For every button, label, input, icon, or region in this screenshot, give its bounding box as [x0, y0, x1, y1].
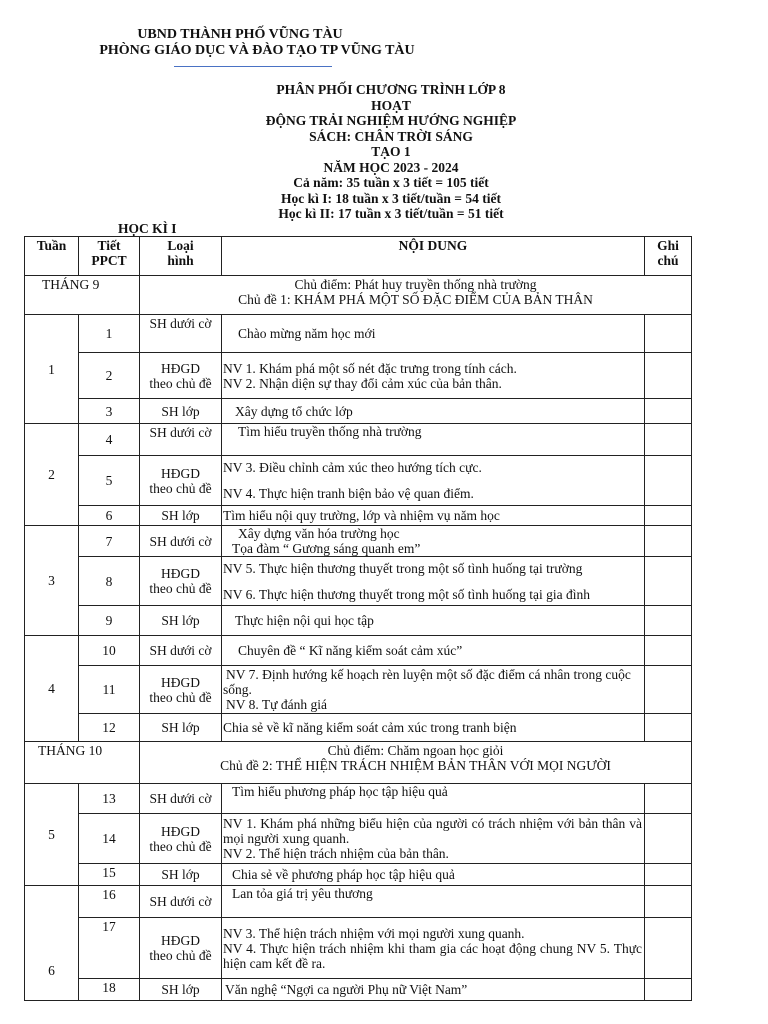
content-cell: Chuyên đề “ Kĩ năng kiểm soát cảm xúc”	[222, 636, 645, 666]
content-cell: Chào mừng năm học mới	[222, 315, 645, 353]
program-table	[24, 236, 692, 1001]
content-cell: NV 3. Thể hiện trách nhiệm với mọi người xung quanh. NV 4. Thực hiện trách nhiệm khi tham gia các hoạt động chung NV 5. Thực hiện cam kết đề ra.	[222, 918, 645, 979]
week-cell: 1	[25, 315, 79, 424]
content-cell: Tìm hiểu truyền thống nhà trường	[222, 424, 645, 456]
period-cell: 1	[79, 315, 140, 353]
period-cell: 2	[79, 353, 140, 399]
type-cell: HĐGD theo chủ đề	[140, 814, 222, 864]
content-cell: Chia sẻ về phương pháp học tập hiệu quả	[222, 864, 645, 886]
topic-text: Chủ đề 2: THỂ HIỆN TRÁCH NHIỆM BẢN THÂN VỚI MỌI NGƯỜI	[220, 758, 611, 773]
content-cell: NV 7. Định hướng kế hoạch rèn luyện một số đặc điểm cá nhân trong cuộc sống. NV 8. Tự đánh giá	[222, 666, 645, 714]
header-type: Loại hình	[140, 237, 222, 276]
content-cell: Văn nghệ “Ngợi ca người Phụ nữ Việt Nam”	[222, 979, 645, 1001]
note-cell	[645, 979, 692, 1001]
type-cell: SH lớp	[140, 606, 222, 636]
title-line: ĐỘNG TRẢI NGHIỆM HƯỚNG NGHIỆP	[265, 113, 517, 128]
period-cell: 12	[79, 714, 140, 742]
note-cell	[645, 886, 692, 918]
content-cell: Thực hiện nội qui học tập	[222, 606, 645, 636]
type-cell: SH dưới cờ	[140, 526, 222, 557]
content-cell: Xây dựng tổ chức lớp	[222, 399, 645, 424]
type-cell: HĐGD theo chủ đề	[140, 666, 222, 714]
content-cell: Lan tỏa giá trị yêu thương	[222, 886, 645, 918]
table-row	[25, 315, 692, 353]
period-cell: 7	[79, 526, 140, 557]
note-cell	[645, 864, 692, 886]
title-line: Cả năm: 35 tuần x 3 tiết = 105 tiết	[293, 175, 489, 190]
period-cell: 18	[79, 979, 140, 1001]
month-topic	[140, 276, 692, 315]
note-cell	[645, 784, 692, 814]
type-cell: SH dưới cờ	[140, 886, 222, 918]
week-cell: 5	[25, 784, 79, 886]
table-row	[25, 666, 692, 714]
header-underline	[174, 66, 332, 67]
week-cell: 3	[25, 526, 79, 636]
content-cell: Chia sẻ về kĩ năng kiểm soát cảm xúc trong tranh biện	[222, 714, 645, 742]
theme-text: Chủ điểm: Chăm ngoan học giỏi	[327, 743, 504, 758]
header-period: Tiết PPCT	[79, 237, 140, 276]
type-cell: HĐGD theo chủ đề	[140, 918, 222, 979]
content-cell: Tìm hiểu nội quy trường, lớp và nhiệm vụ năm học	[222, 506, 645, 526]
table-row	[25, 886, 692, 918]
department-name: PHÒNG GIÁO DỤC VÀ ĐÀO TẠO TP VŨNG TÀU	[99, 43, 415, 58]
table-row	[25, 424, 692, 456]
month-label: THÁNG 9	[25, 276, 140, 315]
period-cell: 15	[79, 864, 140, 886]
period-cell: 3	[79, 399, 140, 424]
title-line: TẠO 1	[371, 144, 411, 159]
week-cell: 2	[25, 424, 79, 526]
note-cell	[645, 526, 692, 557]
agency-name: UBND THÀNH PHỐ VŨNG TÀU	[137, 27, 343, 42]
type-cell: SH dưới cờ	[140, 315, 222, 353]
note-cell	[645, 315, 692, 353]
type-cell: HĐGD theo chủ đề	[140, 353, 222, 399]
content-cell: NV 3. Điều chỉnh cảm xúc theo hướng tích cực. NV 4. Thực hiện tranh biện bảo vệ quan điểm.	[222, 456, 645, 506]
type-cell: SH lớp	[140, 399, 222, 424]
document-title	[258, 82, 524, 222]
content-cell: NV 1. Khám phá những biểu hiện của người có trách nhiệm với bản thân và mọi người xung quanh. NV 2. Thể hiện trách nhiệm của bản thân.	[222, 814, 645, 864]
period-cell: 14	[79, 814, 140, 864]
type-cell: SH dưới cờ	[140, 636, 222, 666]
note-cell	[645, 399, 692, 424]
month-row	[25, 742, 692, 784]
table-row	[25, 814, 692, 864]
table-row	[25, 557, 692, 606]
type-cell: SH lớp	[140, 979, 222, 1001]
header-note: Ghi chú	[645, 237, 692, 276]
title-line: Học kì II: 17 tuần x 3 tiết/tuần = 51 tiết	[278, 206, 504, 221]
type-cell: SH lớp	[140, 714, 222, 742]
header-week: Tuần	[25, 237, 79, 276]
header-content: NỘI DUNG	[222, 237, 645, 276]
content-cell: Xây dựng văn hóa trường học Tọa đàm “ Gương sáng quanh em”	[222, 526, 645, 557]
table-header-row	[25, 237, 692, 276]
table-row	[25, 353, 692, 399]
note-cell	[645, 814, 692, 864]
month-row	[25, 276, 692, 315]
note-cell	[645, 557, 692, 606]
topic-text: Chủ đề 1: KHÁM PHÁ MỘT SỐ ĐẶC ĐIỂM CỦA BẢN THÂN	[238, 292, 593, 307]
table-row	[25, 714, 692, 742]
period-cell: 11	[79, 666, 140, 714]
month-topic	[140, 742, 692, 784]
note-cell	[645, 918, 692, 979]
period-cell: 8	[79, 557, 140, 606]
title-line: NĂM HỌC 2023 - 2024	[323, 159, 459, 175]
title-line: SÁCH: CHÂN TRỜI SÁNG	[309, 128, 473, 144]
period-cell: 17	[79, 918, 140, 979]
period-cell: 4	[79, 424, 140, 456]
table-row	[25, 506, 692, 526]
type-cell: SH dưới cờ	[140, 784, 222, 814]
table-row	[25, 864, 692, 886]
table-row	[25, 979, 692, 1001]
period-cell: 5	[79, 456, 140, 506]
period-cell: 6	[79, 506, 140, 526]
semester-label: HỌC KÌ I	[118, 221, 177, 236]
table-row	[25, 636, 692, 666]
note-cell	[645, 606, 692, 636]
type-cell: SH lớp	[140, 864, 222, 886]
period-cell: 9	[79, 606, 140, 636]
type-cell: HĐGD theo chủ đề	[140, 557, 222, 606]
period-cell: 13	[79, 784, 140, 814]
title-line: Học kì I: 18 tuần x 3 tiết/tuần = 54 tiết	[281, 190, 501, 206]
table-row	[25, 784, 692, 814]
table-row	[25, 399, 692, 424]
week-cell: 6	[25, 886, 79, 1001]
table-row	[25, 918, 692, 979]
title-line: PHÂN PHỐI CHƯƠNG TRÌNH LỚP 8 HOẠT	[276, 82, 506, 113]
type-cell: SH lớp	[140, 506, 222, 526]
week-cell: 4	[25, 636, 79, 742]
content-cell: NV 1. Khám phá một số nét đặc trưng trong tính cách. NV 2. Nhận diện sự thay đổi cảm xúc của bản thân.	[222, 353, 645, 399]
content-cell: NV 5. Thực hiện thương thuyết trong một số tình huống tại trường NV 6. Thực hiện thương thuyết trong một số tình huống tại gia đình	[222, 557, 645, 606]
period-cell: 10	[79, 636, 140, 666]
note-cell	[645, 666, 692, 714]
theme-text: Chủ điểm: Phát huy truyền thống nhà trường	[294, 277, 537, 292]
note-cell	[645, 506, 692, 526]
table-row	[25, 606, 692, 636]
note-cell	[645, 714, 692, 742]
table-row	[25, 526, 692, 557]
note-cell	[645, 424, 692, 456]
month-label: THÁNG 10	[25, 742, 140, 784]
type-cell: SH dưới cờ	[140, 424, 222, 456]
note-cell	[645, 456, 692, 506]
period-cell: 16	[79, 886, 140, 918]
note-cell	[645, 353, 692, 399]
content-cell: Tìm hiểu phương pháp học tập hiệu quả	[222, 784, 645, 814]
table-row	[25, 456, 692, 506]
note-cell	[645, 636, 692, 666]
type-cell: HĐGD theo chủ đề	[140, 456, 222, 506]
